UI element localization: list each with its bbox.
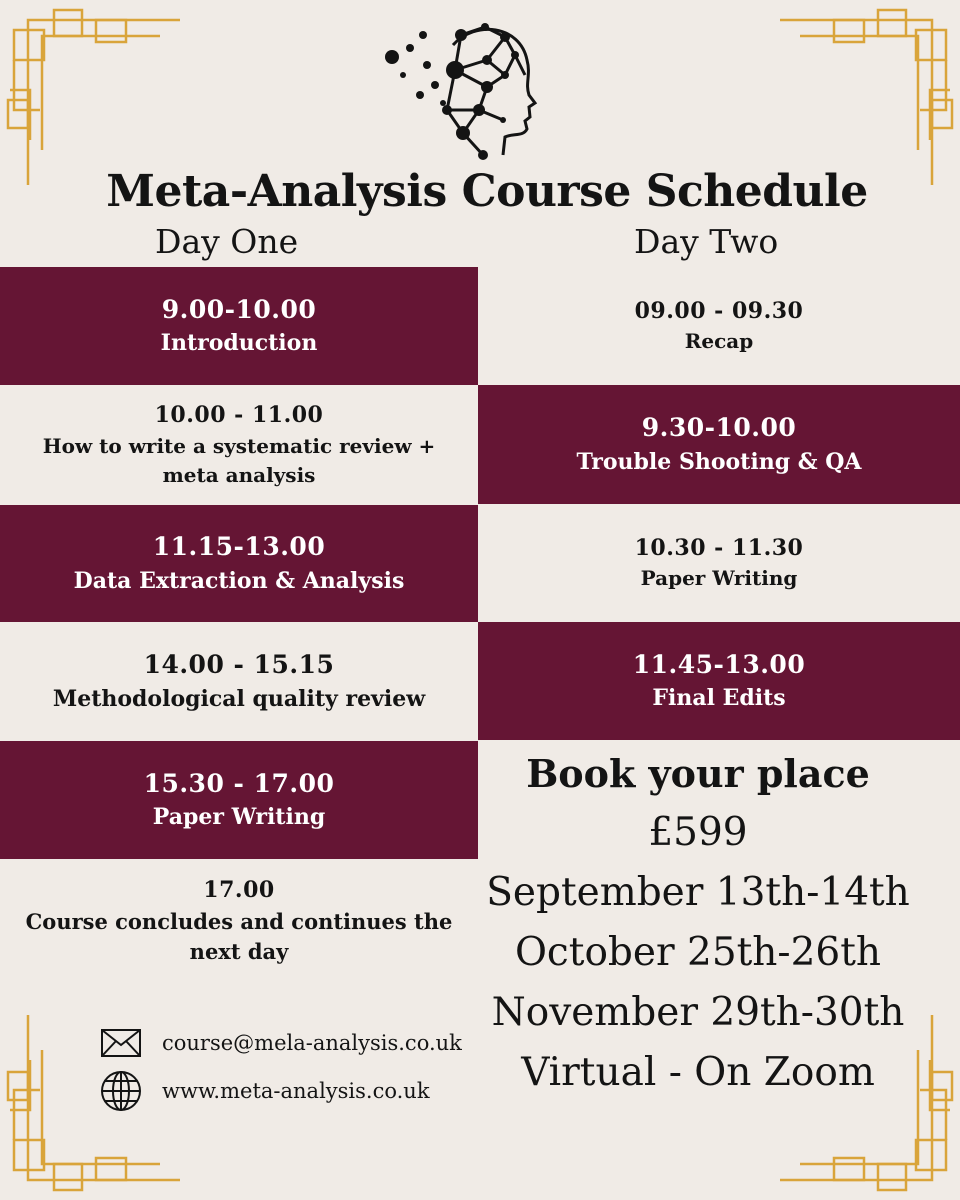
- schedule-activity: Final Edits: [652, 685, 786, 712]
- schedule-activity: Course concludes and continues the next day: [25, 908, 453, 964]
- page-title: Meta-Analysis Course Schedule: [106, 166, 868, 217]
- schedule-time: 9.00-10.00: [161, 294, 317, 324]
- schedule-time: 11.45-13.00: [632, 649, 806, 679]
- schedule-time: 10.00 - 11.00: [154, 402, 324, 429]
- schedule-item-day1-2: [0, 385, 478, 505]
- email-link[interactable]: course@mela-analysis.co.uk: [162, 1031, 462, 1055]
- schedule-item-day1-6: [0, 862, 478, 980]
- booking-info: [478, 745, 918, 1103]
- day-two-heading: Day Two: [634, 222, 779, 261]
- corner-ornament-top-left: [0, 0, 190, 190]
- booking-price: £599: [648, 810, 748, 855]
- brain-network-head-icon: [375, 15, 545, 165]
- schedule-time: 11.15-13.00: [152, 532, 326, 562]
- schedule-activity: Paper Writing: [640, 566, 798, 591]
- schedule-activity: Introduction: [160, 330, 318, 357]
- booking-title: Book your place: [526, 751, 870, 796]
- day-one-heading: Day One: [155, 222, 299, 261]
- schedule-item-day1-1: [0, 267, 478, 385]
- schedule-item-day2-1: [478, 267, 960, 385]
- schedule-item-day2-2: [478, 385, 960, 504]
- envelope-icon: [100, 1028, 142, 1058]
- corner-ornament-top-right: [770, 0, 960, 190]
- booking-date-3: November 29th-30th: [491, 990, 905, 1035]
- schedule-activity: Methodological quality review: [52, 685, 426, 712]
- schedule-activity: Data Extraction & Analysis: [73, 567, 405, 594]
- booking-location: Virtual - On Zoom: [521, 1050, 875, 1095]
- schedule-item-day2-4: [478, 622, 960, 740]
- schedule-item-day1-5: [0, 741, 478, 859]
- globe-icon: [100, 1070, 142, 1112]
- booking-date-2: October 25th-26th: [514, 930, 882, 975]
- schedule-time: 09.00 - 09.30: [634, 297, 804, 324]
- schedule-item-day1-4: [0, 622, 478, 741]
- website-link[interactable]: www.meta-analysis.co.uk: [162, 1079, 430, 1103]
- schedule-item-day1-3: [0, 505, 478, 622]
- schedule-activity: How to write a systematic review + meta analysis: [42, 433, 436, 487]
- schedule-item-day2-3: [478, 504, 960, 622]
- contact-email[interactable]: [100, 1028, 462, 1058]
- schedule-activity: Recap: [684, 329, 754, 354]
- contact-website[interactable]: [100, 1070, 430, 1112]
- schedule-time: 10.30 - 11.30: [634, 534, 804, 561]
- schedule-time: 17.00: [203, 876, 275, 903]
- schedule-time: 14.00 - 15.15: [143, 650, 335, 680]
- schedule-time: 15.30 - 17.00: [143, 768, 335, 798]
- booking-date-1: September 13th-14th: [486, 870, 910, 915]
- schedule-activity: Paper Writing: [152, 804, 326, 831]
- schedule-time: 9.30-10.00: [641, 413, 797, 443]
- schedule-activity: Trouble Shooting & QA: [576, 448, 862, 475]
